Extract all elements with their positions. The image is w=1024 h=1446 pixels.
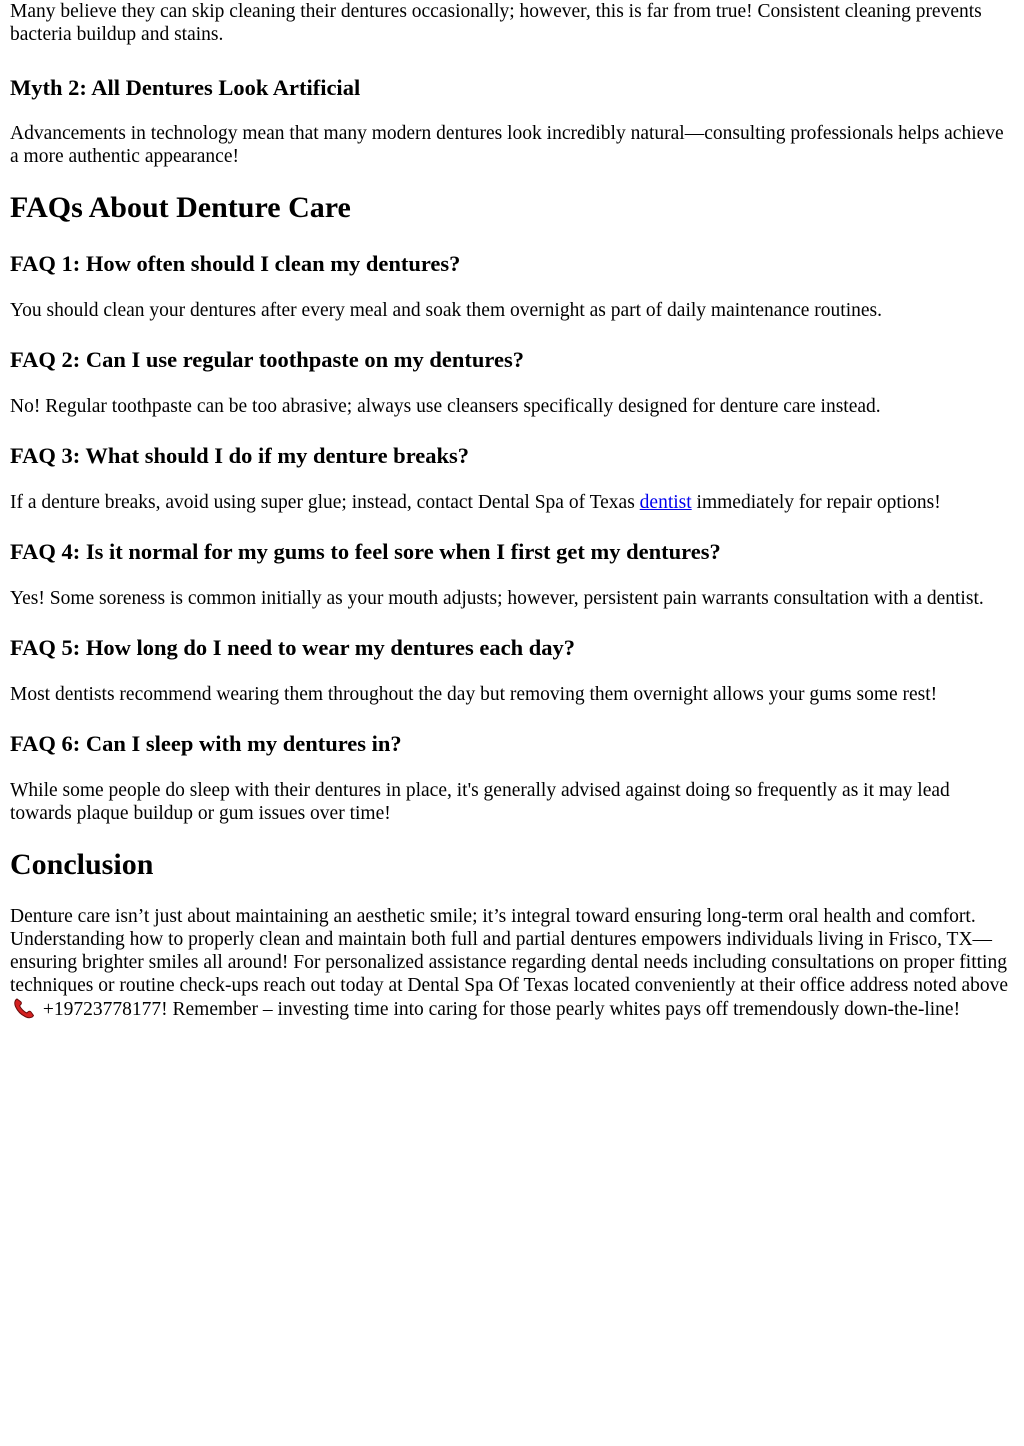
faq-2-answer: No! Regular toothpaste can be too abrasive; always use cleansers specifically designed for denture care instead. xyxy=(10,396,881,417)
faqs-heading: FAQs About Denture Care xyxy=(10,191,351,224)
faq-1-answer: You should clean your dentures after every meal and soak them overnight as part of daily maintenance routines. xyxy=(10,300,883,321)
faq-3-answer-text-before: If a denture breaks, avoid using super glue; instead, contact Dental Spa of Texas xyxy=(10,492,640,513)
faq-6-question: FAQ 6: Can I sleep with my dentures in? xyxy=(10,731,402,756)
faq-5-answer: Most dentists recommend wearing them throughout the day but removing them overnight allows your gums some rest! xyxy=(10,684,938,705)
article-content xyxy=(10,0,1014,1021)
conclusion-paragraph xyxy=(10,905,1014,1021)
conclusion-text-before: Denture care isn’t just about maintaining an aesthetic smile; it’s integral toward ensuring long-term oral health and comfort. Understanding how to properly clean and maintain both full and partial dentures empowers individuals living in Frisco, TX—ensuring brighter smiles all around! For personalized assistance regarding dental needs including consultations on proper fitting techniques or routine check-ups reach out today at Dental Spa Of Texas located conveniently at their office address noted above xyxy=(10,906,1009,996)
myth2-heading: Myth 2: All Dentures Look Artificial xyxy=(10,75,361,100)
telephone-receiver-icon xyxy=(12,997,36,1019)
faq-3-answer-text-after: immediately for repair options! xyxy=(691,492,941,513)
faq-4-question: FAQ 4: Is it normal for my gums to feel sore when I first get my dentures? xyxy=(10,539,721,564)
faq-4-answer: Yes! Some soreness is common initially as your mouth adjusts; however, persistent pain warrants consultation with a dentist. xyxy=(10,588,984,609)
myth2-paragraph: Advancements in technology mean that many modern dentures look incredibly natural—consulting professionals helps achieve a more authentic appearance! xyxy=(10,123,1004,167)
faq-5-question: FAQ 5: How long do I need to wear my dentures each day? xyxy=(10,635,575,660)
faq-3-question: FAQ 3: What should I do if my denture breaks? xyxy=(10,443,470,468)
faq-6-answer: While some people do sleep with their dentures in place, it's generally advised against doing so frequently as it may lead towards plaque buildup or gum issues over time! xyxy=(10,780,950,824)
conclusion-heading: Conclusion xyxy=(10,848,154,881)
faq-1-question: FAQ 1: How often should I clean my dentures? xyxy=(10,251,461,276)
faq-3-answer xyxy=(10,491,1014,514)
conclusion-text-after: +19723778177! Remember – investing time into caring for those pearly whites pays off tremendously down-the-line! xyxy=(38,999,961,1020)
faq-2-question: FAQ 2: Can I use regular toothpaste on my dentures? xyxy=(10,347,524,372)
intro-paragraph: Many believe they can skip cleaning their dentures occasionally; however, this is far from true! Consistent cleaning prevents bacteria buildup and stains. xyxy=(10,1,982,45)
dentist-link[interactable]: dentist xyxy=(639,492,692,513)
